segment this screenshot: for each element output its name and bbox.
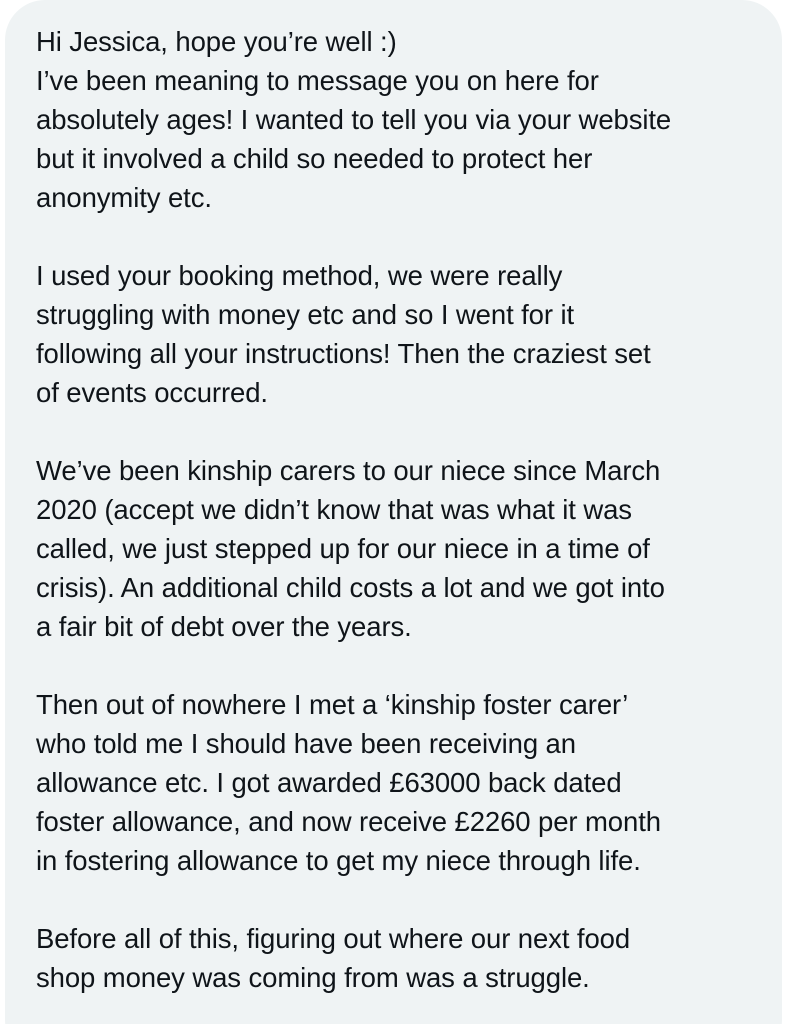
message-line: in fostering allowance to get my niece through life.: [36, 845, 641, 876]
message-line: Hi Jessica, hope you’re well :): [36, 26, 397, 57]
message-line: allowance etc. I got awarded £63000 back dated: [36, 767, 622, 798]
message-paragraph-5: [36, 919, 762, 997]
message-line: anonymity etc.: [36, 182, 212, 213]
message-line: a fair bit of debt over the years.: [36, 611, 412, 642]
message-paragraph-4: [36, 685, 762, 880]
message-line: called, we just stepped up for our niece in a time of: [36, 533, 650, 564]
message-line: I used your booking method, we were really: [36, 260, 563, 291]
message-line: absolutely ages! I wanted to tell you via your website: [36, 104, 672, 135]
message-line: struggling with money etc and so I went for it: [36, 299, 575, 330]
message-line: crisis). An additional child costs a lot and we got into: [36, 572, 665, 603]
message-paragraph-1: [36, 22, 762, 217]
message-line: following all your instructions! Then the craziest set: [36, 338, 651, 369]
message-line: I’ve been meaning to message you on here for: [36, 65, 599, 96]
message-line: but it involved a child so needed to protect her: [36, 143, 593, 174]
message-paragraph-3: [36, 451, 762, 646]
message-line: We’ve been kinship carers to our niece since March: [36, 455, 661, 486]
message-line: Before all of this, figuring out where our next food: [36, 923, 631, 954]
message-line: shop money was coming from was a struggle.: [36, 962, 590, 993]
message-line: of events occurred.: [36, 377, 268, 408]
message-paragraph-2: [36, 256, 762, 412]
message-bubble: [5, 0, 782, 1024]
message-line: 2020 (accept we didn’t know that was what it was: [36, 494, 632, 525]
message-line: Then out of nowhere I met a ‘kinship foster carer’: [36, 689, 629, 720]
message-line: who told me I should have been receiving an: [36, 728, 576, 759]
message-line: foster allowance, and now receive £2260 per month: [36, 806, 661, 837]
